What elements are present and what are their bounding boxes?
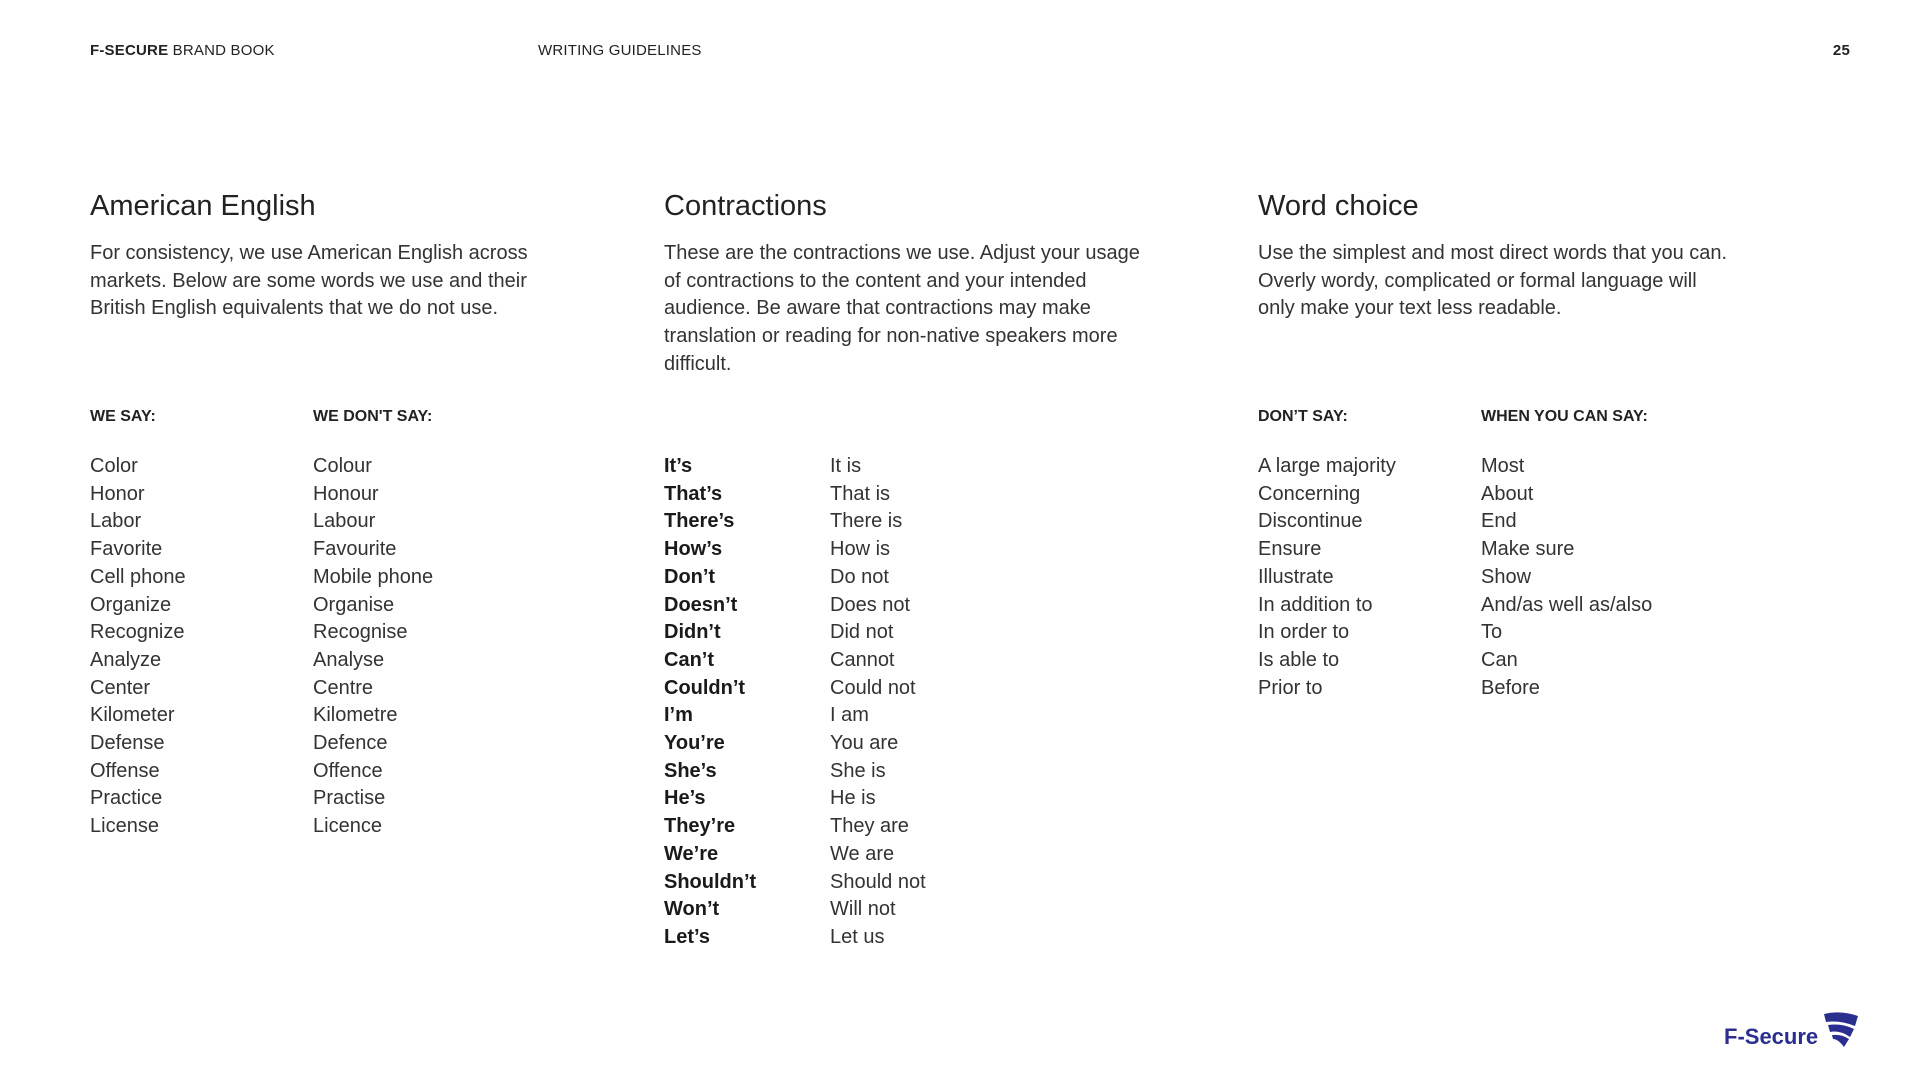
list-item: Before bbox=[1481, 676, 1540, 699]
list-item: Favourite bbox=[313, 538, 397, 561]
list-item: Favorite bbox=[90, 538, 163, 561]
american-english-table bbox=[90, 405, 570, 841]
can-say-list bbox=[1481, 453, 1738, 702]
list-item: Analyze bbox=[90, 648, 162, 671]
word-choice-section bbox=[1258, 186, 1738, 702]
list-item: Don’t bbox=[664, 565, 716, 588]
list-item: Do not bbox=[830, 565, 889, 588]
list-item: Discontinue bbox=[1258, 510, 1363, 533]
list-item: She’s bbox=[664, 759, 717, 782]
section-title: Contractions bbox=[664, 190, 827, 222]
list-item: Can’t bbox=[664, 648, 714, 671]
section-title: American English bbox=[90, 190, 316, 222]
list-item: He is bbox=[830, 787, 876, 810]
header-spacer bbox=[664, 405, 830, 429]
list-item: You are bbox=[830, 732, 899, 755]
list-item: Analyse bbox=[313, 648, 385, 671]
list-item: To bbox=[1481, 621, 1503, 644]
list-item: Colour bbox=[313, 455, 372, 477]
list-item: And/as well as/also bbox=[1481, 593, 1653, 616]
list-item: Prior to bbox=[1258, 676, 1323, 699]
header-section: WRITING GUIDELINES bbox=[538, 42, 702, 59]
list-item: They are bbox=[830, 815, 909, 838]
list-item: Recognise bbox=[313, 621, 408, 644]
list-item: Defense bbox=[90, 732, 165, 755]
list-item: Practise bbox=[313, 787, 386, 810]
list-item: It is bbox=[830, 455, 862, 477]
list-item: Mobile phone bbox=[313, 565, 434, 588]
brand-name: F-SECURE bbox=[90, 42, 169, 59]
list-item: In addition to bbox=[1258, 593, 1373, 616]
list-item: Center bbox=[90, 676, 151, 699]
contraction-list bbox=[664, 453, 830, 952]
list-item: How’s bbox=[664, 538, 723, 561]
list-item: Recognize bbox=[90, 621, 185, 644]
list-item: Licence bbox=[313, 815, 382, 838]
list-item: Make sure bbox=[1481, 538, 1575, 561]
list-item: Color bbox=[90, 455, 138, 477]
dont-say-list bbox=[1258, 453, 1481, 702]
section-body: Use the simplest and most direct words that you can. Overly wordy, complicated or formal language will only make your text less readable. bbox=[1258, 242, 1728, 320]
list-item: End bbox=[1481, 510, 1517, 533]
section-title: Word choice bbox=[1258, 190, 1419, 222]
list-item: Doesn’t bbox=[664, 593, 738, 616]
logo-wordmark: F-Secure bbox=[1724, 1024, 1819, 1049]
header-brand bbox=[90, 42, 275, 59]
expansion-list bbox=[830, 453, 1144, 952]
column-header: WE SAY: bbox=[90, 408, 156, 425]
section-body: These are the contractions we use. Adjust your usage of contractions to the content and your intended audience. Be aware that contractions may make translation or reading for non-native speakers more difficult. bbox=[664, 242, 1140, 375]
list-item: Can bbox=[1481, 648, 1518, 671]
list-item: Offense bbox=[90, 759, 160, 782]
list-item: Labour bbox=[313, 510, 376, 533]
section-body: For consistency, we use American English across markets. Below are some words we use and their British English equivalents that we do not use. bbox=[90, 242, 528, 320]
list-item: Cannot bbox=[830, 648, 895, 671]
shield-logo-icon bbox=[1820, 1012, 1860, 1048]
list-item: Won’t bbox=[664, 898, 720, 921]
list-item: Does not bbox=[830, 593, 911, 616]
list-item: Let’s bbox=[664, 925, 710, 948]
list-item: We’re bbox=[664, 842, 719, 865]
american-english-section bbox=[90, 186, 570, 841]
list-item: In order to bbox=[1258, 621, 1350, 644]
list-item: That’s bbox=[664, 482, 723, 505]
list-item: We are bbox=[830, 842, 895, 865]
list-item: Couldn’t bbox=[664, 676, 746, 699]
list-item: Labor bbox=[90, 510, 142, 533]
list-item: Could not bbox=[830, 676, 916, 699]
list-item: License bbox=[90, 815, 159, 838]
list-item: Practice bbox=[90, 787, 163, 810]
list-item: Shouldn’t bbox=[664, 870, 757, 893]
list-item: Is able to bbox=[1258, 648, 1340, 671]
list-item: You’re bbox=[664, 732, 725, 755]
list-item: I’m bbox=[664, 704, 693, 727]
list-item: Illustrate bbox=[1258, 565, 1334, 588]
we-say-list bbox=[90, 453, 313, 841]
list-item: Cell phone bbox=[90, 565, 186, 588]
column-header: WE DON'T SAY: bbox=[313, 408, 433, 425]
column-header: DON’T SAY: bbox=[1258, 408, 1348, 425]
list-item: Organise bbox=[313, 593, 395, 616]
f-secure-logo bbox=[1724, 1012, 1860, 1048]
list-item: Should not bbox=[830, 870, 926, 893]
list-item: It’s bbox=[664, 455, 693, 477]
list-item: There is bbox=[830, 510, 903, 533]
list-item: A large majority bbox=[1258, 455, 1396, 477]
list-item: About bbox=[1481, 482, 1534, 505]
list-item: Ensure bbox=[1258, 538, 1322, 561]
list-item: Kilometre bbox=[313, 704, 398, 727]
list-item: Let us bbox=[830, 925, 885, 948]
list-item: Centre bbox=[313, 676, 374, 699]
column-header: WHEN YOU CAN SAY: bbox=[1481, 408, 1648, 425]
list-item: Concerning bbox=[1258, 482, 1361, 505]
list-item: I am bbox=[830, 704, 869, 727]
list-item: There’s bbox=[664, 510, 735, 533]
contractions-section bbox=[664, 186, 1144, 952]
brand-book-label: BRAND BOOK bbox=[168, 42, 275, 59]
list-item: That is bbox=[830, 482, 891, 505]
list-item: How is bbox=[830, 538, 891, 561]
list-item: Honour bbox=[313, 482, 379, 505]
page-number: 25 bbox=[1832, 42, 1850, 59]
word-choice-table bbox=[1258, 405, 1738, 702]
list-item: They’re bbox=[664, 815, 736, 838]
list-item: Defence bbox=[313, 732, 388, 755]
we-dont-say-list bbox=[313, 453, 570, 841]
list-item: Honor bbox=[90, 482, 145, 505]
list-item: Didn’t bbox=[664, 621, 721, 644]
list-item: He’s bbox=[664, 787, 706, 810]
list-item: Offence bbox=[313, 759, 383, 782]
list-item: Did not bbox=[830, 621, 894, 644]
list-item: Will not bbox=[830, 898, 896, 921]
header-spacer bbox=[830, 405, 1144, 429]
list-item: Kilometer bbox=[90, 704, 175, 727]
list-item: Most bbox=[1481, 455, 1525, 477]
list-item: Organize bbox=[90, 593, 172, 616]
contractions-table bbox=[664, 405, 1144, 952]
list-item: Show bbox=[1481, 565, 1532, 588]
list-item: She is bbox=[830, 759, 886, 782]
